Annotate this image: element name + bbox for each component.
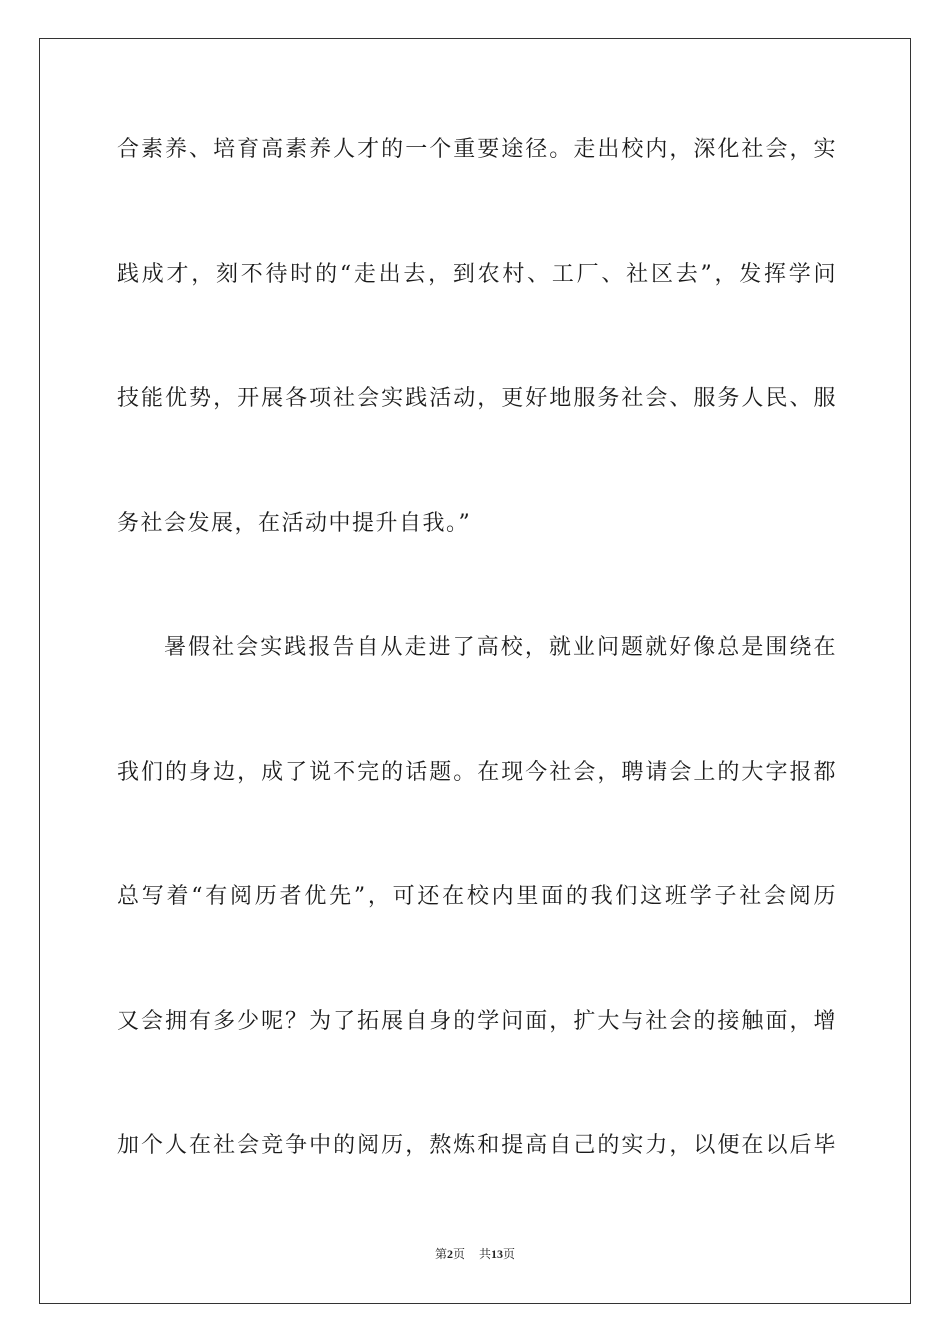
text-line: 我们的身边，成了说不完的话题。在现今社会，聘请会上的大字报都: [117, 759, 837, 785]
text-line: 践成才，刻不待时的“走出去，到农村、工厂、社区去”，发挥学问: [117, 261, 837, 287]
total-pages: 13: [491, 1247, 504, 1261]
page-suffix: 页: [452, 1247, 465, 1261]
text-line: 又会拥有多少呢？为了拓展自身的学问面，扩大与社会的接触面，增: [117, 1008, 837, 1034]
document-body: [117, 130, 837, 1251]
page-footer: [0, 1246, 950, 1262]
total-suffix: 页: [503, 1247, 516, 1261]
page-prefix: 第: [434, 1247, 447, 1261]
page-number: 2: [446, 1247, 453, 1261]
paragraph-first-line: 暑假社会实践报告自从走进了高校，就业问题就好像总是围绕在: [164, 635, 837, 660]
text-line: 技能优势，开展各项社会实践活动，更好地服务社会、服务人民、服: [117, 386, 837, 411]
paragraph-end-line: 务社会发展，在活动中提升自我。”: [117, 510, 472, 536]
text-line: 加个人在社会竞争中的阅历，熬炼和提高自己的实力，以便在以后毕: [117, 1133, 837, 1158]
text-line: 合素养、培育高素养人才的一个重要途径。走出校内，深化社会，实: [117, 137, 837, 162]
text-line: 总写着“有阅历者优先”，可还在校内里面的我们这班学子社会阅历: [117, 884, 837, 909]
total-prefix: 共: [479, 1247, 492, 1261]
